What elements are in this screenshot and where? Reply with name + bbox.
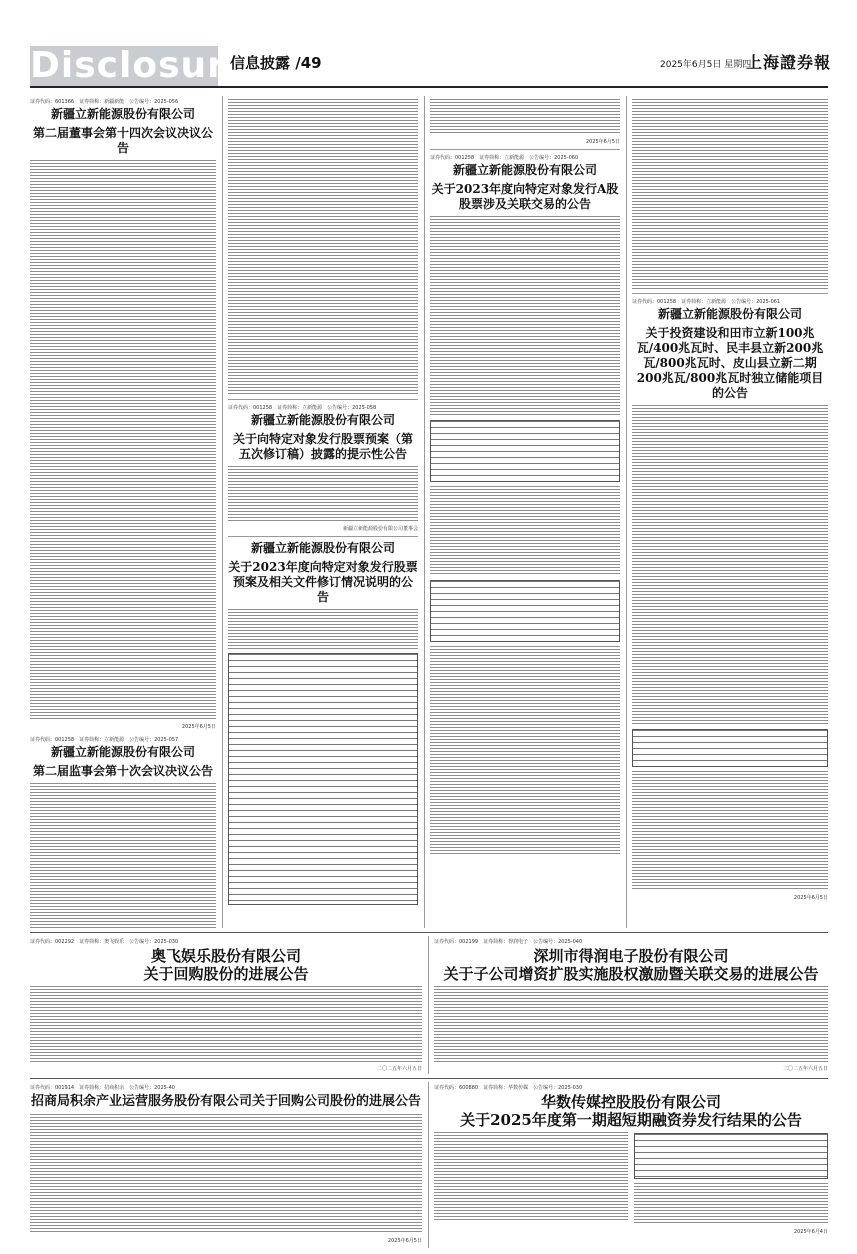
body-text xyxy=(434,1132,628,1222)
company-name: 华数传媒控股股份有限公司 xyxy=(540,1093,721,1111)
body-text xyxy=(30,986,422,1062)
notice-meta: 证券代码：002292 证券简称：奥飞娱乐 公告编号：2025-030 xyxy=(30,939,179,945)
body-text xyxy=(228,466,418,522)
notice-title: 关于回购股份的进展公告 xyxy=(143,965,309,983)
body-text xyxy=(430,216,620,416)
body-text xyxy=(632,99,828,289)
body-text xyxy=(430,486,620,576)
notice-divider xyxy=(228,399,418,400)
column-4 xyxy=(632,96,828,928)
notice-signature: 2025年6月5日 xyxy=(181,724,216,730)
body-text xyxy=(434,986,828,1062)
column-1 xyxy=(30,96,216,928)
financial-table xyxy=(430,420,620,482)
notice-signature: 新疆立新能源股份有限公司董事会 xyxy=(342,526,418,532)
notice-title: 关于2023年度向特定对象发行股票预案及相关文件修订情况说明的公告 xyxy=(228,560,418,604)
body-text xyxy=(632,771,828,891)
notice-signature: 2025年6月5日 xyxy=(585,139,620,145)
body-text xyxy=(228,99,418,395)
company-name: 新疆立新能源股份有限公司 xyxy=(50,745,195,759)
notice-meta: 证券代码：600880 证券简称：华数传媒 公告编号：2025-030 xyxy=(434,1085,583,1091)
column-3 xyxy=(430,96,620,928)
notice-meta: 证券代码：001258 证券简称：立新能源 公告编号：2025-061 xyxy=(632,299,781,305)
body-text xyxy=(430,646,620,856)
notice-title: 第二届监事会第十次会议决议公告 xyxy=(32,764,213,778)
notice-wasu xyxy=(434,1082,828,1248)
notice-meta: 证券代码：001258 证券简称：立新能源 公告编号：2025-057 xyxy=(30,737,179,743)
notice-meta: 证券代码：601366 证券简称：新疆新能 公告编号：2025-056 xyxy=(30,99,179,105)
financial-table xyxy=(430,580,620,642)
company-name: 深圳市得润电子股份有限公司 xyxy=(533,947,729,965)
header-rule xyxy=(30,86,828,88)
notice-divider xyxy=(632,293,828,294)
issue-date: 2025年6月5日 星期四 xyxy=(660,60,752,70)
notice-meta: 证券代码：001258 证券简称：立新能源 公告编号：2025-060 xyxy=(430,155,579,161)
notice-meta: 证券代码：001258 证券简称：立新能源 公告编号：2025-058 xyxy=(228,405,377,411)
notice-title: 关于子公司增资扩股实施股权激励暨关联交易的进展公告 xyxy=(443,965,819,983)
notice-divider xyxy=(430,149,620,150)
notice-meta: 证券代码：002199 证券简称：得润电子 公告编号：2025-040 xyxy=(434,939,583,945)
body-text xyxy=(430,99,620,135)
company-name: 新疆立新能源股份有限公司 xyxy=(250,541,395,555)
notice-title: 关于2023年度向特定对象发行A股股票涉及关联交易的公告 xyxy=(431,182,619,211)
notice-meta: 证券代码：001914 证券简称：招商积余 公告编号：2025-40 xyxy=(30,1085,175,1091)
column-divider xyxy=(424,96,425,928)
notice-title: 关于向特定对象发行股票预案（第五次修订稿）披露的提示性公告 xyxy=(232,432,413,461)
column-divider xyxy=(428,1082,429,1248)
column-divider xyxy=(428,936,429,1074)
company-name: 新疆立新能源股份有限公司 xyxy=(250,413,395,427)
notice-title: 关于2025年度第一期超短期融资券发行结果的公告 xyxy=(460,1111,802,1129)
notice-title: 招商局积余产业运营服务股份有限公司关于回购公司股份的进展公告 xyxy=(30,1094,421,1109)
section-title: 信息披露 /49 xyxy=(230,54,322,72)
column-divider xyxy=(222,96,223,928)
body-text xyxy=(30,1114,422,1234)
company-name: 新疆立新能源股份有限公司 xyxy=(657,307,802,321)
notice-signature: 2025年6月4日 xyxy=(793,1229,828,1235)
section-rule xyxy=(30,932,828,933)
company-name: 新疆立新能源股份有限公司 xyxy=(50,107,195,121)
body-text xyxy=(632,405,828,725)
disclosure-banner: Disclosure xyxy=(30,45,252,86)
issuance-table xyxy=(634,1133,828,1179)
column-divider xyxy=(626,96,627,928)
notice-divider xyxy=(228,536,418,537)
notice-signature: 二〇二五年六月五日 xyxy=(376,1066,422,1072)
body-text xyxy=(30,783,216,928)
column-2 xyxy=(228,96,418,928)
revision-table xyxy=(228,653,418,905)
notice-signature: 二〇二五年六月五日 xyxy=(782,1066,828,1072)
notice-signature: 2025年6月5日 xyxy=(387,1238,422,1244)
notice-derun xyxy=(434,936,828,1074)
body-text xyxy=(634,1183,828,1223)
company-name: 新疆立新能源股份有限公司 xyxy=(452,163,597,177)
notice-title: 关于投资建设和田市立新100兆瓦/400兆瓦时、民丰县立新200兆瓦/800兆瓦时、皮山县立新二期200兆瓦/800兆瓦时独立储能项目的公告 xyxy=(636,326,824,400)
project-table xyxy=(632,729,828,767)
notice-title: 第二届董事会第十四次会议决议公告 xyxy=(32,126,213,155)
body-text xyxy=(30,160,216,720)
body-text xyxy=(228,609,418,649)
notice-signature: 2025年6月5日 xyxy=(793,895,828,901)
notice-cmsk xyxy=(30,1082,422,1248)
section-rule xyxy=(30,1078,828,1079)
page-header xyxy=(0,0,857,90)
company-name: 奥飞娱乐股份有限公司 xyxy=(150,947,301,965)
notice-aofei xyxy=(30,936,422,1074)
newspaper-logo: 上海證券報 xyxy=(746,53,832,72)
